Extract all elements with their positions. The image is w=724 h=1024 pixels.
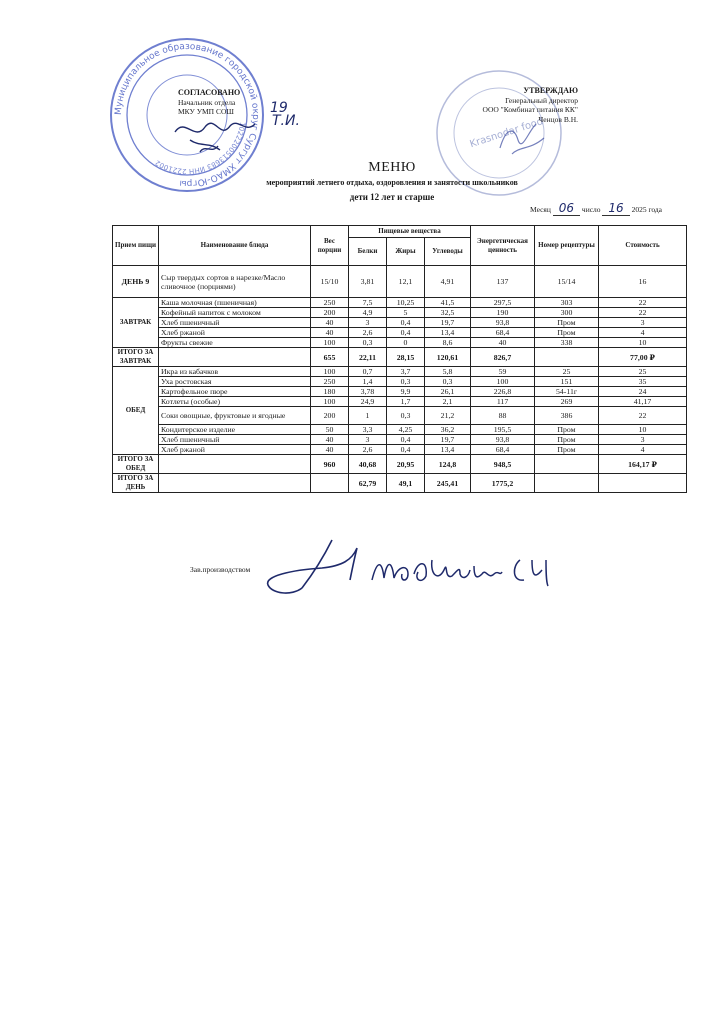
dish-name: Каша молочная (пшеничная) — [159, 298, 311, 308]
cell-protein: 4,9 — [349, 308, 387, 318]
table-row — [113, 338, 687, 348]
signature-left — [170, 112, 270, 157]
cell-weight: 180 — [311, 387, 349, 397]
table-row — [113, 348, 687, 367]
cell-protein: 1 — [349, 407, 387, 425]
cell-energy: 297,5 — [471, 298, 535, 308]
cell-fat: 0,4 — [387, 445, 425, 455]
cell-protein: 7,5 — [349, 298, 387, 308]
cell-fat: 0,3 — [387, 407, 425, 425]
cell-carbs: 19,7 — [425, 435, 471, 445]
cell-weight: 200 — [311, 308, 349, 318]
cell-cost: 22 — [599, 298, 687, 308]
cell-recipe: Пром — [535, 435, 599, 445]
cell-energy: 68,4 — [471, 328, 535, 338]
cell-recipe: 338 — [535, 338, 599, 348]
cell-recipe: 269 — [535, 397, 599, 407]
total-carbs: 245,41 — [425, 474, 471, 493]
approval-line: Начальник отдела — [178, 97, 236, 107]
header-dish: Наименование блюда — [159, 226, 311, 266]
approval-heading-left: СОГЛАСОВАНО — [178, 88, 241, 97]
total-energy: 948,5 — [471, 455, 535, 474]
cell-energy: 93,8 — [471, 318, 535, 328]
cell-cost: 10 — [599, 338, 687, 348]
cell-protein: 2,6 — [349, 445, 387, 455]
empty-cell — [159, 455, 311, 474]
signature-right — [492, 118, 552, 158]
cell-recipe: 303 — [535, 298, 599, 308]
cell-cost: 25 — [599, 367, 687, 377]
cell-cost: 3 — [599, 318, 687, 328]
empty-cell — [535, 348, 599, 367]
cell-protein: 3,78 — [349, 387, 387, 397]
day-label: ДЕНЬ 9 — [113, 266, 159, 298]
total-carbs: 124,8 — [425, 455, 471, 474]
total-lunch-label: ИТОГО ЗА ОБЕД — [113, 455, 159, 474]
cell-weight: 200 — [311, 407, 349, 425]
svg-text:1022200513683 ИНН 2221002: 1022200513683 ИНН 2221002 — [153, 121, 247, 176]
cell-fat: 10,25 — [387, 298, 425, 308]
approval-line: ООО "Комбинат питания КК" — [482, 105, 578, 114]
cell-weight: 15/10 — [311, 266, 349, 298]
empty-cell — [159, 474, 311, 493]
day-label: число — [581, 205, 601, 214]
cell-carbs: 2,1 — [425, 397, 471, 407]
approval-line: Ченцов В.Н. — [538, 114, 578, 124]
cell-recipe: Пром — [535, 425, 599, 435]
cell-weight: 40 — [311, 435, 349, 445]
dish-name: Хлеб ржаной — [159, 328, 311, 338]
total-day-label: ИТОГО ЗА ДЕНЬ — [113, 474, 159, 493]
cell-carbs: 32,5 — [425, 308, 471, 318]
total-weight: 655 — [311, 348, 349, 367]
cell-carbs: 8,6 — [425, 338, 471, 348]
total-carbs: 120,61 — [425, 348, 471, 367]
dish-name: Картофельное пюре — [159, 387, 311, 397]
cell-carbs: 19,7 — [425, 318, 471, 328]
svg-text:Муниципальное образование горо: Муниципальное образование городской округ Сургут ХМАО-Югры — [113, 41, 261, 189]
cell-energy: 93,8 — [471, 435, 535, 445]
cell-weight: 100 — [311, 367, 349, 377]
cell-protein: 0,3 — [349, 338, 387, 348]
cell-energy: 137 — [471, 266, 535, 298]
empty-cell — [535, 474, 599, 493]
month-label: Месяц — [530, 205, 551, 214]
header-fat: Жиры — [387, 238, 425, 266]
cell-weight: 40 — [311, 445, 349, 455]
cell-recipe: Пром — [535, 445, 599, 455]
cell-recipe: Пром — [535, 328, 599, 338]
total-fat: 28,15 — [387, 348, 425, 367]
cell-protein: 1,4 — [349, 377, 387, 387]
approval-line: Генеральный директор — [505, 95, 578, 105]
dish-name: Уха ростовская — [159, 377, 311, 387]
dish-name: Икра из кабачков — [159, 367, 311, 377]
total-protein: 62,79 — [349, 474, 387, 493]
cell-recipe: 54-11г — [535, 387, 599, 397]
dish-name: Сыр твердых сортов в нарезке/Масло сливочное (порциями) — [159, 266, 311, 298]
total-energy: 1775,2 — [471, 474, 535, 493]
table-row — [113, 474, 687, 493]
cell-cost: 3 — [599, 435, 687, 445]
header-weight: Вес порции — [311, 226, 349, 266]
cell-weight: 250 — [311, 298, 349, 308]
table-row — [113, 266, 687, 298]
cell-recipe: 386 — [535, 407, 599, 425]
total-energy: 826,7 — [471, 348, 535, 367]
cell-recipe: 300 — [535, 308, 599, 318]
dish-name: Кофейный напиток с молоком — [159, 308, 311, 318]
header-energy: Энергетическая ценность — [471, 226, 535, 266]
total-fat: 49,1 — [387, 474, 425, 493]
cell-carbs: 4,91 — [425, 266, 471, 298]
menu-table — [112, 225, 687, 493]
cell-carbs: 36,2 — [425, 425, 471, 435]
cell-cost: 4 — [599, 445, 687, 455]
table-row — [113, 435, 687, 445]
total-fat: 20,95 — [387, 455, 425, 474]
approval-line: МКУ УМП СОШ — [178, 107, 234, 116]
year-label: 2025 года — [631, 205, 663, 214]
handwritten-date: 19 — [270, 100, 288, 116]
signature-production-manager — [262, 530, 592, 600]
cell-carbs: 41,5 — [425, 298, 471, 308]
header-carbs: Углеводы — [425, 238, 471, 266]
cell-fat: 0,4 — [387, 328, 425, 338]
page-title: МЕНЮ — [368, 160, 416, 175]
cell-energy: 88 — [471, 407, 535, 425]
cell-energy: 195,5 — [471, 425, 535, 435]
total-breakfast-label: ИТОГО ЗА ЗАВТРАК — [113, 348, 159, 367]
cell-weight: 100 — [311, 397, 349, 407]
cell-carbs: 26,1 — [425, 387, 471, 397]
cell-cost: 22 — [599, 308, 687, 318]
cell-weight: 100 — [311, 338, 349, 348]
page-subtitle: мероприятий летнего отдыха, оздоровления и занятости школьников — [266, 178, 518, 187]
dish-name: Хлеб ржаной — [159, 445, 311, 455]
cell-energy: 226,8 — [471, 387, 535, 397]
cell-fat: 4,25 — [387, 425, 425, 435]
table-row — [113, 455, 687, 474]
empty-cell — [159, 348, 311, 367]
dish-name: Фрукты свежие — [159, 338, 311, 348]
table-row — [113, 425, 687, 435]
cell-recipe: 15/14 — [535, 266, 599, 298]
footer-label: Зав.производством — [190, 565, 251, 574]
cell-protein: 2,6 — [349, 328, 387, 338]
cell-energy: 40 — [471, 338, 535, 348]
header-protein: Белки — [349, 238, 387, 266]
table-row — [113, 407, 687, 425]
table-row — [113, 298, 687, 308]
cell-carbs: 21,2 — [425, 407, 471, 425]
cell-protein: 3,81 — [349, 266, 387, 298]
empty-cell — [535, 455, 599, 474]
cell-carbs: 13,4 — [425, 445, 471, 455]
table-row — [113, 318, 687, 328]
cell-cost: 10 — [599, 425, 687, 435]
total-protein: 40,68 — [349, 455, 387, 474]
cell-carbs: 5,8 — [425, 367, 471, 377]
table-row — [113, 397, 687, 407]
handwritten-initials: Т.И. — [272, 113, 300, 129]
approval-heading-right: УТВЕРЖДАЮ — [523, 86, 578, 95]
cell-protein: 0,7 — [349, 367, 387, 377]
cell-energy: 190 — [471, 308, 535, 318]
table-row — [113, 445, 687, 455]
cell-recipe: 151 — [535, 377, 599, 387]
cell-protein: 3 — [349, 435, 387, 445]
table-row — [113, 387, 687, 397]
header-cost: Стоимость — [599, 226, 687, 266]
table-row — [113, 377, 687, 387]
cell-energy: 59 — [471, 367, 535, 377]
cell-fat: 3,7 — [387, 367, 425, 377]
cell-fat: 9,9 — [387, 387, 425, 397]
dish-name: Хлеб пшеничный — [159, 318, 311, 328]
cell-weight: 250 — [311, 377, 349, 387]
month-value: 06 — [553, 201, 580, 216]
total-protein: 22,11 — [349, 348, 387, 367]
total-cost: 77,00 ₽ — [599, 348, 687, 367]
cell-weight: 40 — [311, 318, 349, 328]
cell-fat: 5 — [387, 308, 425, 318]
cell-carbs: 0,3 — [425, 377, 471, 387]
total-cost: 164,17 ₽ — [599, 455, 687, 474]
cell-energy: 68,4 — [471, 445, 535, 455]
empty-cell — [311, 474, 349, 493]
cell-recipe: Пром — [535, 318, 599, 328]
cell-protein: 3 — [349, 318, 387, 328]
cell-cost: 16 — [599, 266, 687, 298]
header-nutrients: Пищевые вещества — [349, 226, 471, 238]
age-group: дети 12 лет и старше — [349, 192, 435, 202]
cell-energy: 100 — [471, 377, 535, 387]
cell-fat: 0,3 — [387, 377, 425, 387]
cell-cost: 24 — [599, 387, 687, 397]
header-recipe: Номер рецептуры — [535, 226, 599, 266]
table-row — [113, 328, 687, 338]
cell-carbs: 13,4 — [425, 328, 471, 338]
cell-recipe: 25 — [535, 367, 599, 377]
date-line — [530, 201, 662, 215]
cell-fat: 0,4 — [387, 435, 425, 445]
dish-name: Хлеб пшеничный — [159, 435, 311, 445]
header-meal: Прием пищи — [113, 226, 159, 266]
section-breakfast: ЗАВТРАК — [113, 298, 159, 348]
cell-fat: 1,7 — [387, 397, 425, 407]
day-value: 16 — [602, 201, 629, 216]
total-weight: 960 — [311, 455, 349, 474]
cell-cost: 22 — [599, 407, 687, 425]
cell-protein: 24,9 — [349, 397, 387, 407]
table-row — [113, 367, 687, 377]
cell-cost: 41,17 — [599, 397, 687, 407]
cell-protein: 3,3 — [349, 425, 387, 435]
cell-fat: 0 — [387, 338, 425, 348]
cell-cost: 35 — [599, 377, 687, 387]
dish-name: Соки овощные, фруктовые и ягодные — [159, 407, 311, 425]
cell-fat: 0,4 — [387, 318, 425, 328]
dish-name: Котлеты (особые) — [159, 397, 311, 407]
dish-name: Кондитерское изделие — [159, 425, 311, 435]
svg-text:Krasnodar food: Krasnodar food — [468, 116, 545, 151]
cell-weight: 40 — [311, 328, 349, 338]
cell-energy: 117 — [471, 397, 535, 407]
empty-cell — [599, 474, 687, 493]
section-lunch: ОБЕД — [113, 367, 159, 455]
cell-fat: 12,1 — [387, 266, 425, 298]
table-row — [113, 308, 687, 318]
cell-cost: 4 — [599, 328, 687, 338]
cell-weight: 50 — [311, 425, 349, 435]
